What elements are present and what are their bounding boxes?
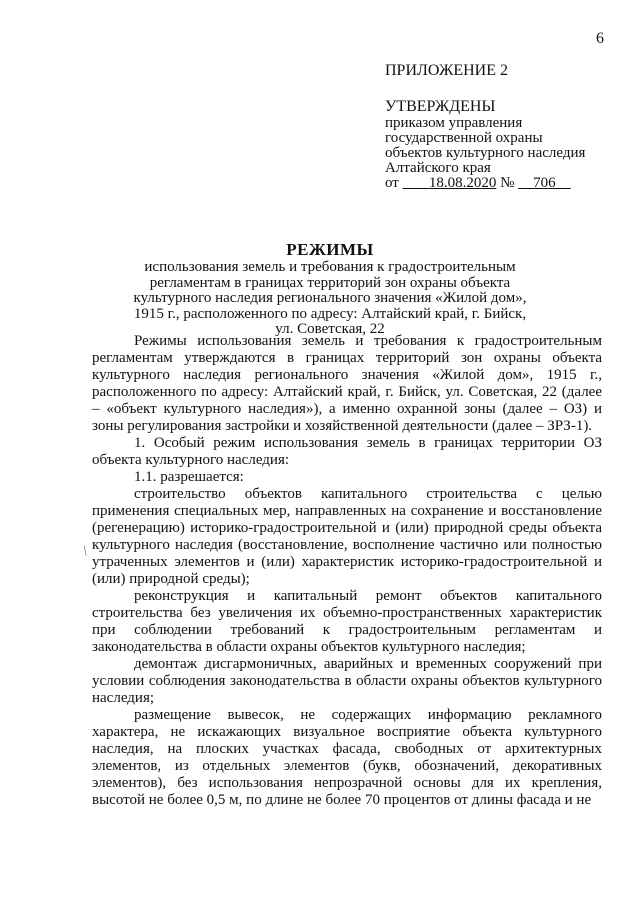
- approval-heading: УТВЕРЖДЕНЫ: [385, 98, 496, 115]
- paragraph-demolition: демонтаж дисгармоничных, аварийных и временных сооружений при условии соблюдения законодательства в области охраны объектов культурного наследия;: [92, 656, 602, 706]
- paragraph-section-1: 1. Особый режим использования земель в границах территории ОЗ объекта культурного наследия:: [92, 435, 602, 468]
- paragraph-construction: строительство объектов капитального строительства с целью применения специальных мер, направленных на сохранение и восстановление (регенерацию) историко-градостроительной и (или) природной среды объекта культурного наследия (восстановление, восполнение частично или полностью утраченных элементов и (или) характеристик историко-градостроительной и (или) природной среды);: [92, 486, 602, 587]
- subtitle-line-5: ул. Советская, 22: [275, 321, 385, 337]
- approval-line-2: государственной охраны: [385, 130, 543, 146]
- document-title: РЕЖИМЫ: [286, 240, 374, 259]
- subtitle-line-3: культурного наследия регионального значения «Жилой дом»,: [133, 290, 527, 306]
- order-date: 18.08.2020: [428, 175, 497, 191]
- order-number: 706: [533, 175, 556, 191]
- order-from-label: от: [385, 175, 399, 191]
- document-title-block: [120, 240, 540, 338]
- paragraph-intro: Режимы использования земель и требования к градостроительным регламентам утверждаются в границах территорий зон охраны объекта культурного наследия регионального значения «Жилой дом», 1915 г., расположенного по адресу: Алтайский край, г. Бийск, ул. Советская, 22 (далее – «объект культурного наследия»), а именно охранной зоны (далее – ОЗ) и зоны регулирования застройки и хозяйственной деятельности (далее – ЗРЗ-1).: [92, 333, 602, 434]
- order-line: [385, 176, 625, 191]
- approval-line-4: Алтайского края: [385, 160, 491, 176]
- appendix-label: ПРИЛОЖЕНИЕ 2: [385, 62, 509, 79]
- order-number-sign: №: [500, 175, 515, 191]
- subtitle-line-1: использования земель и требования к градостроительным: [144, 259, 516, 275]
- document-body: [92, 333, 602, 809]
- approval-block: [385, 98, 625, 191]
- approval-line-1: приказом управления: [385, 115, 523, 131]
- subtitle-line-2: регламентам в границах территорий зон охраны объекта: [149, 274, 511, 291]
- approval-line-3: объектов культурного наследия: [385, 145, 586, 161]
- paragraph-reconstruction: реконструкция и капитальный ремонт объектов капитального строительства без увеличения их объемно-пространственных характеристик при соблюдении требований к градостроительным регламентам и законодательства в области охраны объектов культурного наследия;: [92, 588, 602, 655]
- margin-pen-mark: /: [80, 544, 92, 560]
- page-number: 6: [596, 30, 604, 47]
- paragraph-signage: размещение вывесок, не содержащих информацию рекламного характера, не искажающих визуальное восприятие объекта культурного наследия, на плоских участках фасада, свободных от архитектурных элементов, из отдельных элементов (букв, обозначений, декоративных элементов), без использования непрозрачной основы для их крепления, высотой не более 0,5 м, по длине не более 70 процентов от длины фасада и не: [92, 707, 602, 808]
- paragraph-section-1-1: 1.1. разрешается:: [134, 469, 244, 485]
- subtitle-line-4: 1915 г., расположенного по адресу: Алтайский край, г. Бийск,: [133, 305, 527, 322]
